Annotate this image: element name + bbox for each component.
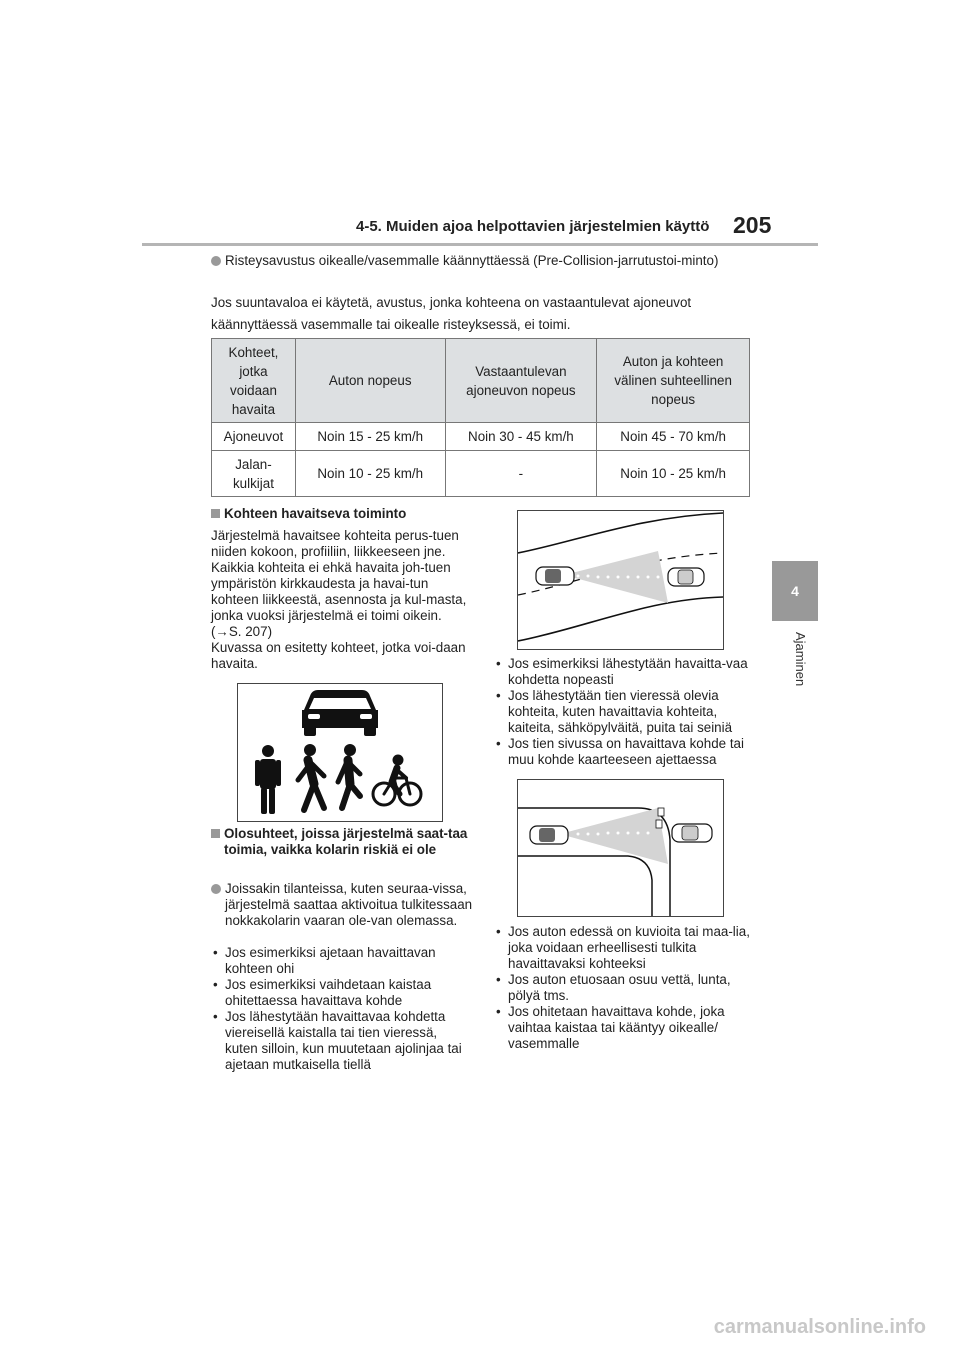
conditions-list-2 [494, 656, 754, 768]
table-cell: Noin 10 - 25 km/h [295, 451, 445, 497]
chapter-label: Ajaminen [793, 632, 808, 687]
pedestrian-running-icon [338, 744, 360, 808]
table-cell: Noin 30 - 45 km/h [445, 423, 597, 451]
site-watermark [0, 1316, 960, 1339]
section-paragraph: Järjestelmä havaitsee kohteita perus-tuen niiden kokoon, profiiliin, liikkeeseen jne. Kaikkia kohteita ei ehkä havaita joh-tuen ympäristön kirkkaudesta ja havai-tun kohteen liikkeestä, asennosta ja kul-masta, jonka vuoksi järjestelmä ei toimi oikein. (→S. 207) [211, 528, 467, 639]
table-row [212, 451, 750, 497]
conditions-list [211, 945, 473, 1073]
list-item: • Jos esimerkiksi lähestytään havaitta-vaa kohdetta nopeasti [494, 656, 754, 688]
intro-bullet-title: Risteysavustus oikealle/vasemmalle käännyttäessä (Pre-Collision-jarrutustoi-minto) [225, 253, 719, 268]
table-header-cell: Kohteet, jotka voidaan havaita [212, 339, 296, 423]
section-heading [211, 826, 473, 858]
section-heading-text: Olosuhteet, joissa järjestelmä saat-taa toimia, vaikka kolarin riskiä ei ole [224, 826, 468, 857]
section-heading [211, 506, 471, 522]
table-cell: Ajoneuvot [212, 423, 296, 451]
square-bullet-icon [211, 509, 220, 518]
list-item: • Jos esimerkiksi ajetaan havaittavan kohteen ohi [211, 945, 473, 977]
section-bullet-text: Joissakin tilanteissa, kuten seuraa-vissa, järjestelmä saattaa aktivoitua tulkitessaan nokkakolarin vaaran ole-van olemassa. [225, 881, 473, 928]
site-watermark-text: carmanualsonline.info [713, 1316, 926, 1338]
pedestrian-standing-icon [255, 745, 281, 814]
table-cell: Noin 15 - 25 km/h [295, 423, 445, 451]
table-cell: Noin 10 - 25 km/h [597, 451, 750, 497]
pedestrian-walking-icon [298, 744, 324, 810]
table-cell: Jalan-kulkijat [212, 451, 296, 497]
section-heading-text: Kohteen havaitseva toiminto [224, 506, 407, 521]
header-divider [142, 243, 818, 246]
radar-beam [564, 551, 668, 603]
car-icon [302, 690, 378, 736]
target-vehicle-icon [672, 824, 712, 842]
chapter-tab [772, 561, 818, 621]
table-cell: Noin 45 - 70 km/h [597, 423, 750, 451]
curved-road-figure [517, 510, 724, 650]
roadside-object-figure [517, 779, 724, 917]
list-item: • Jos tien sivussa on havaittava kohde tai muu kohde kaarteeseen ajettaessa [494, 736, 754, 768]
table-header-row [212, 339, 750, 423]
intro-bullet [211, 253, 746, 269]
detectable-objects-figure [237, 683, 443, 822]
bullet-dot-icon [211, 256, 221, 266]
table-row [212, 423, 750, 451]
section-paragraph: Kuvassa on esitetty kohteet, jotka voi-daan havaita. [211, 640, 466, 671]
table-header-cell: Auton nopeus [295, 339, 445, 423]
intro-paragraph: Jos suuntavaloa ei käytetä, avustus, jonka kohteena on vastaantulevat ajoneuvot käännyttäessä vasemmalle tai oikealle risteyksessä, ei toimi. [211, 295, 692, 332]
section-bullet [211, 881, 473, 929]
own-vehicle-icon [536, 567, 574, 585]
list-item: • Jos esimerkiksi vaihdetaan kaistaa ohitettaessa havaittava kohde [211, 977, 473, 1009]
page-number: 205 [733, 212, 772, 238]
table-header-cell: Vastaantulevan ajoneuvon nopeus [445, 339, 597, 423]
detection-speed-table [211, 338, 750, 497]
list-item: • Jos ohitetaan havaittava kohde, joka vaihtaa kaistaa tai kääntyy oikealle/ vasemmalle [494, 1004, 756, 1052]
target-vehicle-icon [668, 568, 704, 586]
square-bullet-icon [211, 829, 220, 838]
table-cell: - [445, 451, 597, 497]
table-header-cell: Auton ja kohteen välinen suhteellinen nopeus [597, 339, 750, 423]
conditions-list-3 [494, 924, 756, 1052]
bullet-dot-icon [211, 884, 221, 894]
own-vehicle-icon [530, 826, 568, 844]
cyclist-icon [373, 755, 421, 806]
list-item: • Jos lähestytään tien vieressä olevia kohteita, kuten havaittavia kohteita, kaiteita, sähköpylväitä, puita tai seiniä [494, 688, 754, 736]
chapter-number: 4 [791, 583, 799, 599]
list-item: • Jos auton edessä on kuvioita tai maa-lia, joka voidaan erheellisesti tulkita havaittavaksi kohteeksi [494, 924, 756, 972]
list-item: • Jos lähestytään havaittavaa kohdetta viereisellä kaistalla tai tien vieressä, kuten silloin, kun muutetaan ajolinjaa tai ajetaan mutkaisella tiellä [211, 1009, 473, 1073]
list-item: • Jos auton etuosaan osuu vettä, lunta, pölyä tms. [494, 972, 756, 1004]
section-title: 4-5. Muiden ajoa helpottavien järjestelmien käyttö [356, 218, 710, 235]
